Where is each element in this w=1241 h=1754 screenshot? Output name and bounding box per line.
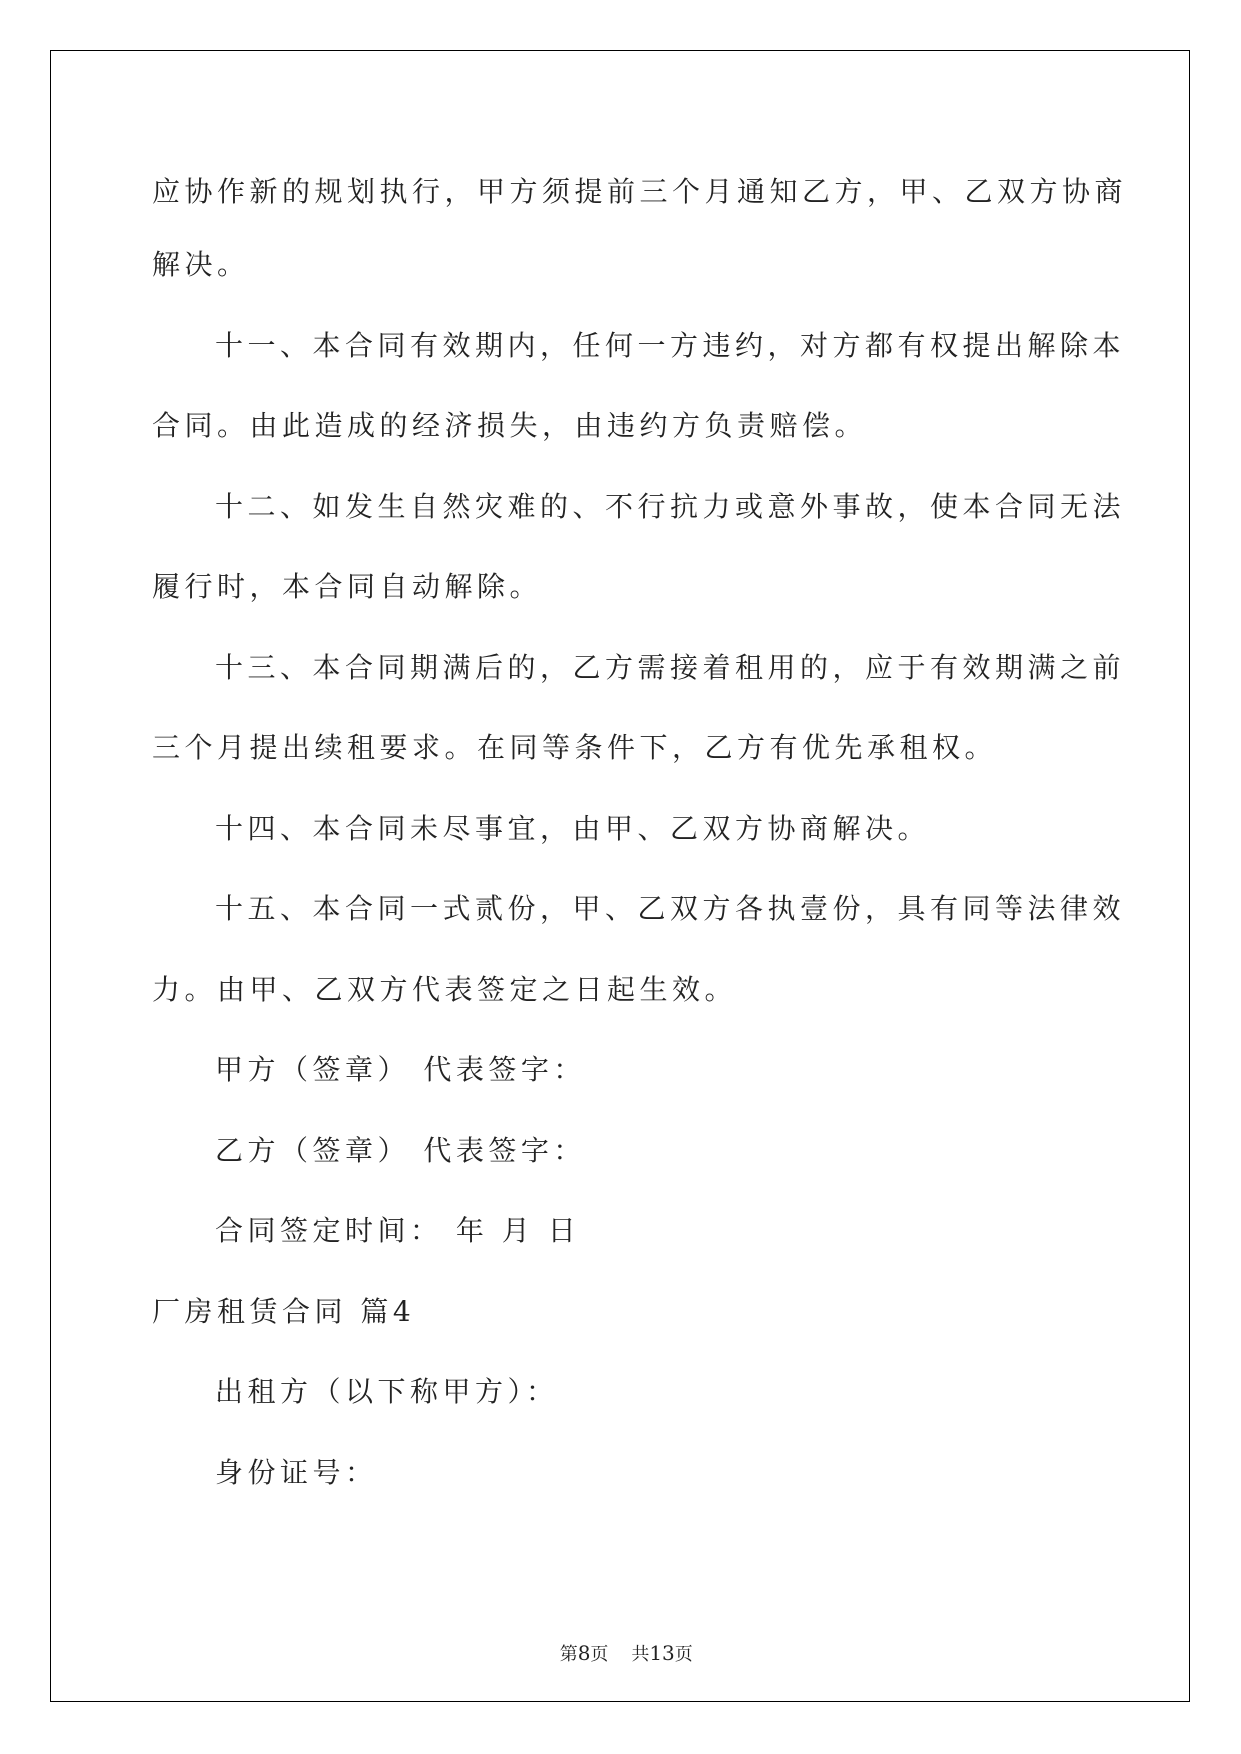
page-number: 8 (577, 1641, 591, 1665)
page-prefix: 第 (559, 1644, 578, 1665)
signing-date-line: 合同签定时间： 年 月 日 (215, 1214, 581, 1247)
clause-12-line-2: 履行时，本合同自动解除。 (152, 570, 543, 603)
lessor-line: 出租方（以下称甲方）： (215, 1375, 559, 1408)
party-b-signature-line: 乙方（签章） 代表签字： (215, 1134, 586, 1167)
page-footer (0, 1614, 1241, 1668)
clause-13-line-2: 三个月提出续租要求。在同等条件下，乙方有优先承租权。 (152, 731, 998, 764)
clause-11-line-1: 十一、本合同有效期内，任何一方违约，对方都有权提出解除本 (215, 329, 1126, 362)
clause-11-line-2: 合同。由此造成的经济损失，由违约方负责赔偿。 (152, 409, 868, 442)
clause-12-line-1: 十二、如发生自然灾难的、不行抗力或意外事故，使本合同无法 (215, 490, 1126, 523)
clause-13-line-1: 十三、本合同期满后的，乙方需接着租用的，应于有效期满之前 (215, 651, 1126, 684)
page-suffix: 页 (590, 1644, 609, 1665)
body-line-2: 解决。 (152, 248, 250, 281)
id-number-line: 身份证号： (215, 1456, 378, 1489)
clause-14-line: 十四、本合同未尽事宜，由甲、乙双方协商解决。 (215, 812, 931, 845)
total-pages: 13 (649, 1641, 675, 1665)
clause-15-line-1: 十五、本合同一式贰份，甲、乙双方各执壹份，具有同等法律效 (215, 892, 1126, 925)
clause-15-line-2: 力。由甲、乙双方代表签定之日起生效。 (152, 973, 738, 1006)
party-a-signature-line: 甲方（签章） 代表签字： (215, 1053, 586, 1086)
section-heading: 厂房租赁合同 篇4 (152, 1295, 416, 1328)
total-prefix: 共 (631, 1644, 650, 1665)
body-line-1: 应协作新的规划执行，甲方须提前三个月通知乙方，甲、乙双方协商 (152, 175, 1128, 208)
total-suffix: 页 (674, 1644, 693, 1665)
